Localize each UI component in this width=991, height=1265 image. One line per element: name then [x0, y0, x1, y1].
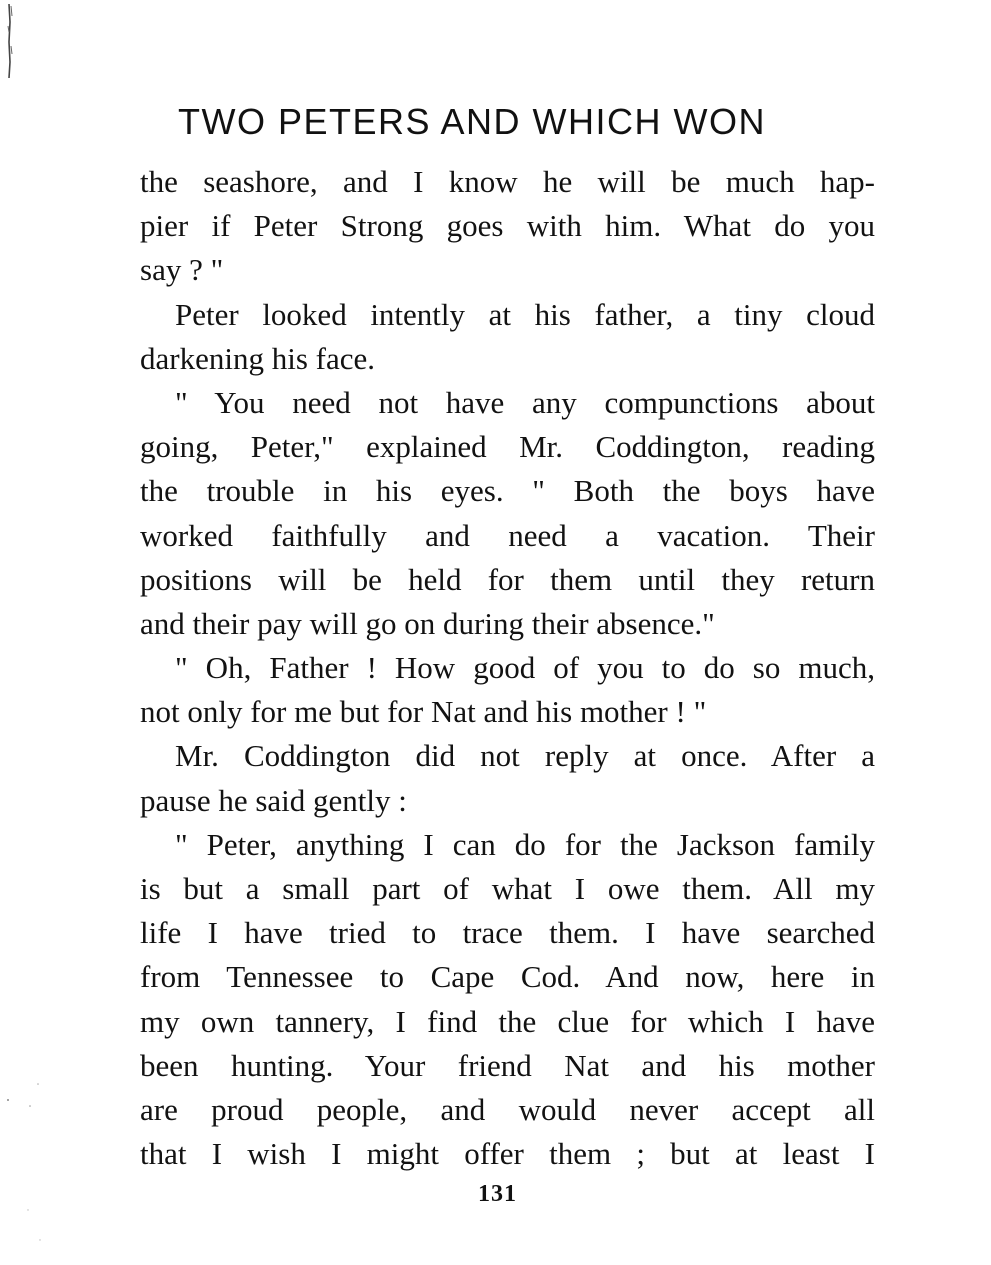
text-line: positions will be held for them until they return	[140, 561, 875, 597]
text-line: are proud people, and would never accept all	[140, 1091, 875, 1127]
text-line: not only for me but for Nat and his mother ! "	[140, 694, 707, 730]
text-line: that I wish I might offer them ; but at least I	[140, 1136, 875, 1172]
text-line: the seashore, and I know he will be much hap-	[140, 164, 875, 199]
text-line: the trouble in his eyes. " Both the boys have	[140, 473, 875, 509]
text-line: pier if Peter Strong goes with him. What do you	[140, 208, 875, 244]
text-line: Mr. Coddington did not reply at once. After a	[175, 738, 875, 774]
text-line: is but a small part of what I owe them. All my	[140, 871, 875, 906]
text-line: say ? "	[140, 252, 224, 288]
text-line: and their pay will go on during their absence."	[140, 605, 715, 641]
text-line: " Peter, anything I can do for the Jackson family	[175, 826, 875, 862]
text-line: life I have tried to trace them. I have searched	[140, 915, 875, 951]
text-line: Peter looked intently at his father, a tiny cloud	[175, 296, 875, 332]
text-line: been hunting. Your friend Nat and his mother	[140, 1047, 875, 1083]
text-line: from Tennessee to Cape Cod. And now, here in	[140, 959, 875, 995]
body-text	[140, 160, 875, 1176]
text-line: pause he said gently :	[140, 782, 407, 818]
text-line: going, Peter," explained Mr. Coddington, reading	[140, 429, 875, 465]
text-line: my own tannery, I find the clue for which I have	[140, 1003, 875, 1039]
running-head: TWO PETERS AND WHICH WON	[178, 101, 766, 142]
text-line: " You need not have any compunctions about	[175, 384, 875, 420]
text-line: darkening his face.	[140, 340, 375, 376]
text-line: worked faithfully and need a vacation. Their	[140, 517, 875, 553]
text-line: " Oh, Father ! How good of you to do so much,	[175, 650, 875, 686]
page-number: 131	[478, 1181, 517, 1207]
paper-specks	[0, 1060, 60, 1260]
binding-edge-mark	[6, 2, 14, 80]
